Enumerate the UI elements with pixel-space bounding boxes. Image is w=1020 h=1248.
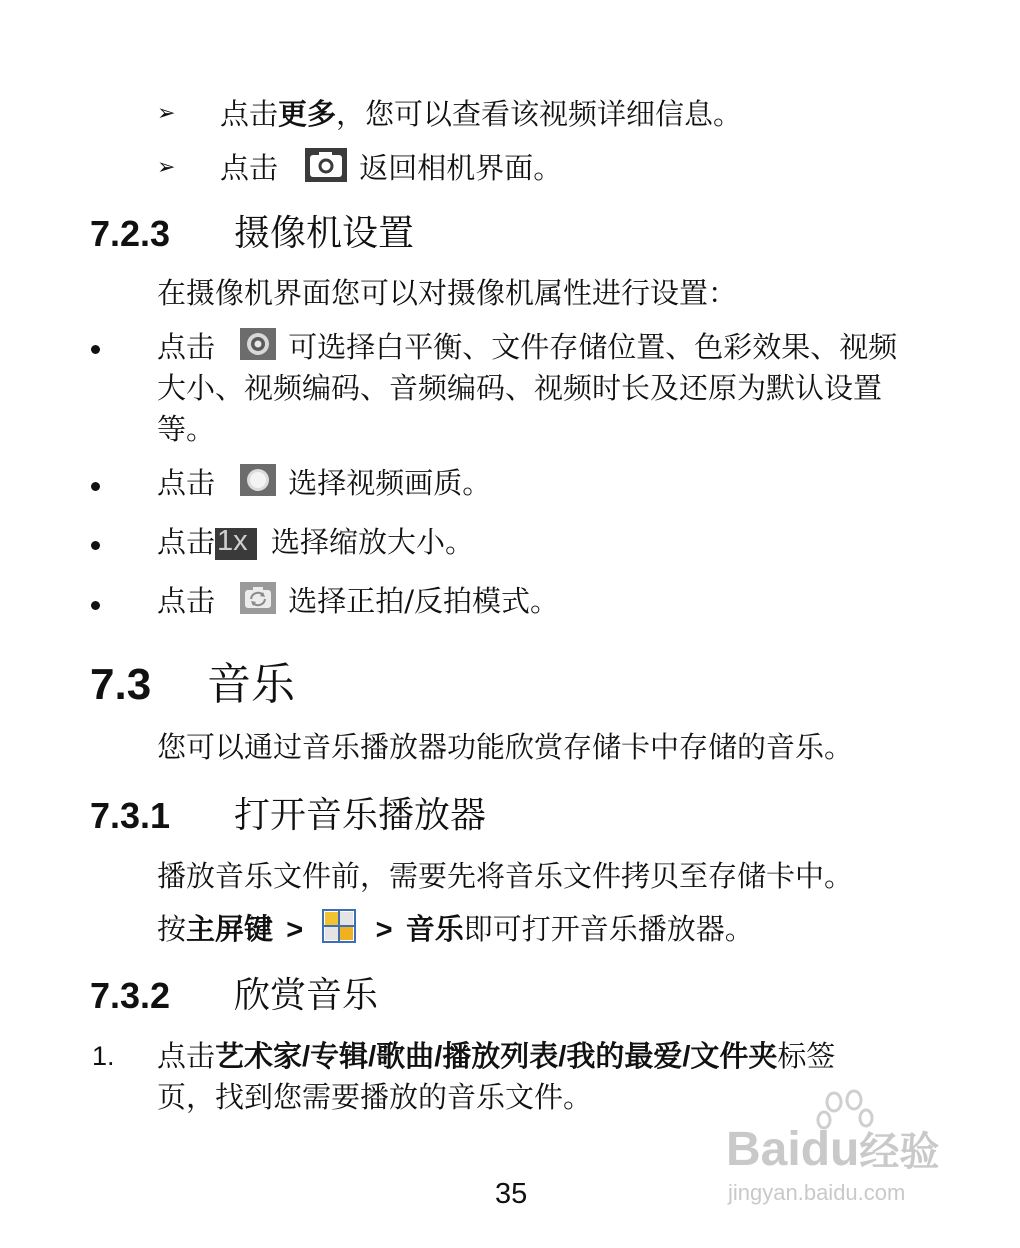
arrow-bullet-icon: ➢ <box>157 155 176 180</box>
section-title: 音乐 <box>207 659 295 710</box>
list-item: 点击 选择视频画质。 <box>157 463 491 506</box>
section-intro: 您可以通过音乐播放器功能欣赏存储卡中存储的音乐。 <box>157 730 854 764</box>
paragraph: 播放音乐文件前，需要先将音乐文件拷贝至存储卡中。 <box>157 859 854 893</box>
paragraph: 按主屏键 > > 音乐即可打开音乐播放器。 <box>157 909 754 953</box>
more-info-line: 点击更多，您可以查看该视频详细信息。 <box>220 97 743 131</box>
back-camera-line: 点击 返回相机界面。 <box>220 148 562 192</box>
flip-camera-icon <box>240 582 276 624</box>
list-item: 点击 选择正拍/反拍模式。 <box>157 581 559 624</box>
settings-icon <box>240 328 276 370</box>
section-number: 7.3.2 <box>90 975 171 1016</box>
list-item: 点击艺术家/专辑/歌曲/播放列表/我的最爱/文件夹标签 <box>157 1039 836 1073</box>
list-item-continued: 等。 <box>157 412 216 446</box>
section-number: 7.2.3 <box>90 213 171 254</box>
arrow-bullet-icon: ➢ <box>157 101 176 126</box>
list-number: 1. <box>92 1041 115 1071</box>
list-item: 点击 1x 选择缩放大小。 <box>157 525 475 559</box>
section-intro: 在摄像机界面您可以对摄像机属性进行设置： <box>157 276 738 310</box>
section-title: 欣赏音乐 <box>234 975 379 1016</box>
bullet-dot <box>91 601 100 610</box>
section-number: 7.3.1 <box>90 795 171 836</box>
section-number: 7.3 <box>90 660 152 709</box>
camera-icon <box>305 148 347 192</box>
section-title: 摄像机设置 <box>234 213 415 254</box>
main-menu-icon <box>322 909 356 953</box>
bullet-dot <box>91 541 100 550</box>
zoom-1x-icon: 1x <box>215 528 257 560</box>
list-item-continued: 页，找到您需要播放的音乐文件。 <box>157 1080 593 1114</box>
list-item: 点击 可选择白平衡、文件存储位置、色彩效果、视频 <box>157 327 897 370</box>
bullet-dot <box>91 345 100 354</box>
quality-icon <box>240 464 276 506</box>
page-number: 35 <box>495 1178 528 1210</box>
list-item-continued: 大小、视频编码、音频编码、视频时长及还原为默认设置 <box>157 371 883 405</box>
baidu-jingyan-watermark: Baidu经验 jingyan.baidu.com <box>716 1088 976 1218</box>
bullet-dot <box>91 482 100 491</box>
section-title: 打开音乐播放器 <box>234 795 487 836</box>
